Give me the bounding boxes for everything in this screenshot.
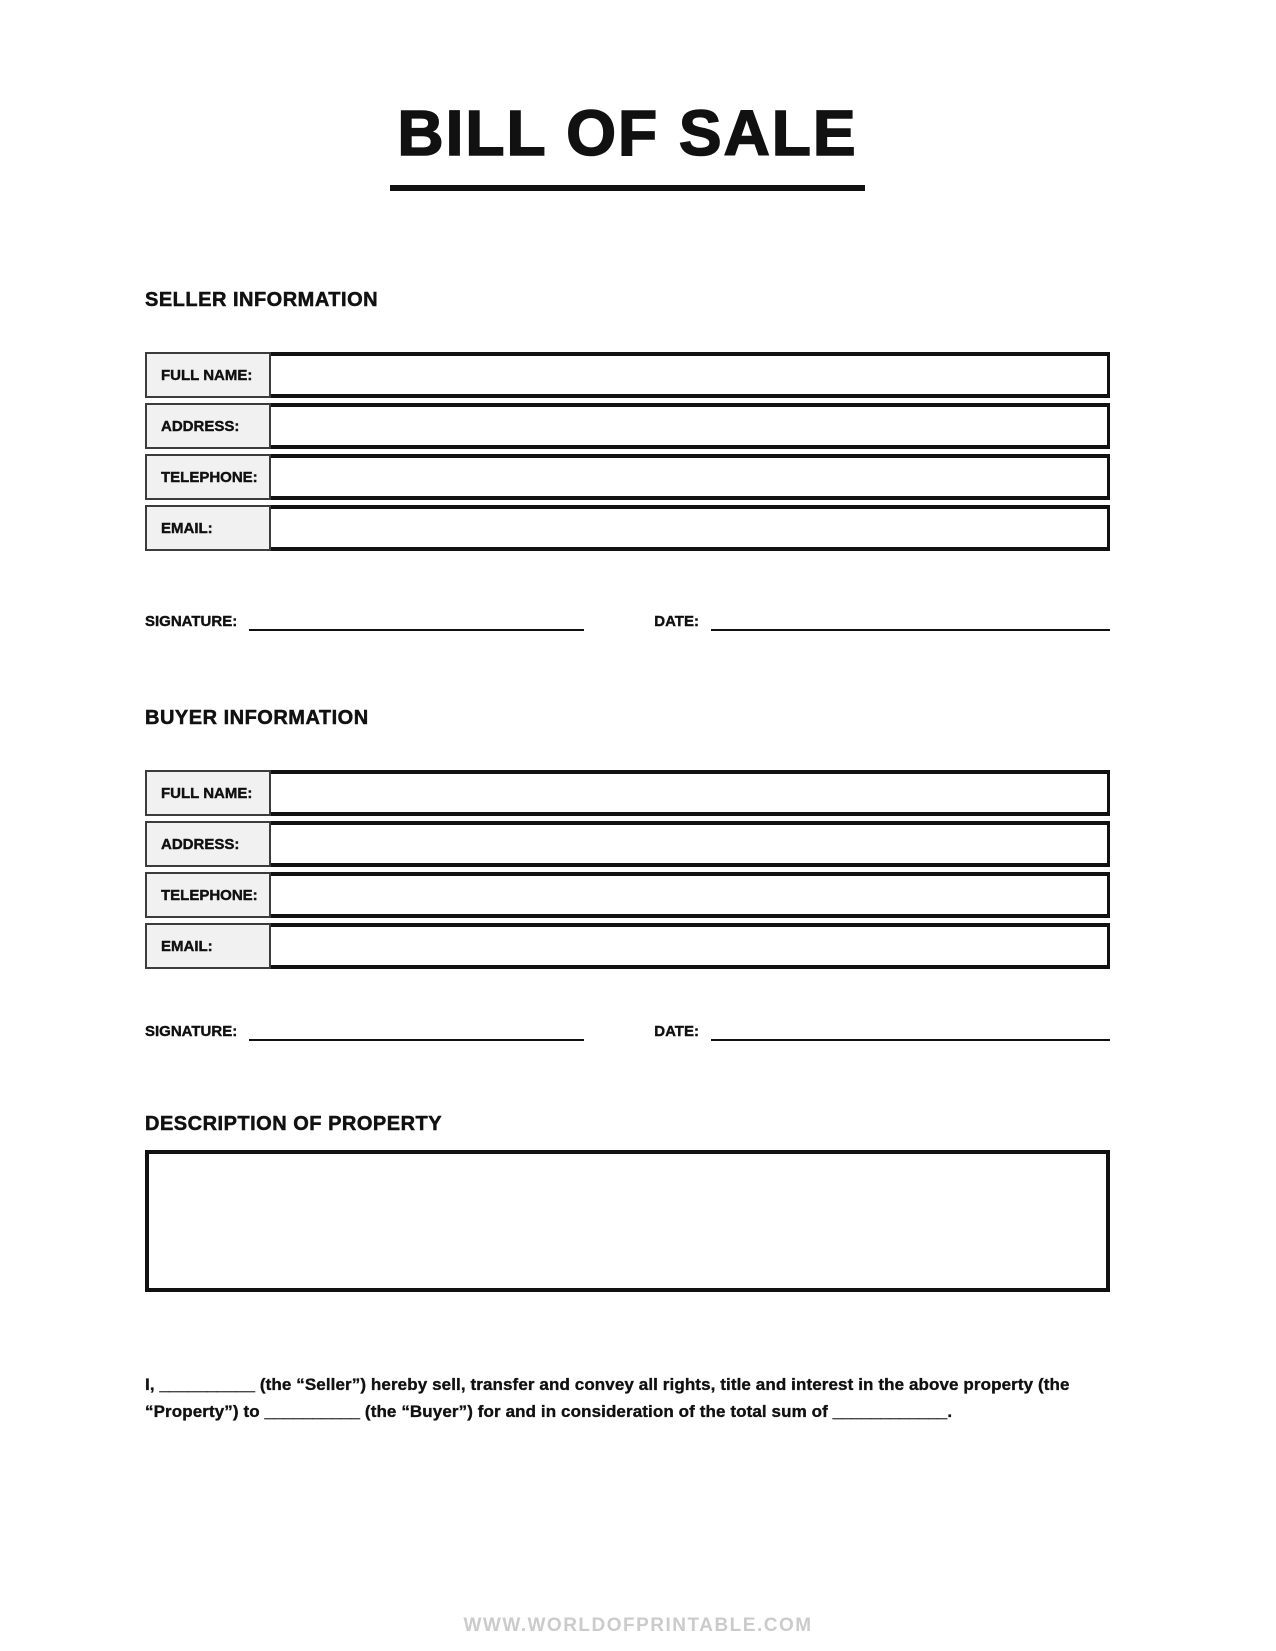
footer-url: WWW.WORLDOFPRINTABLE.COM — [463, 1615, 813, 1636]
seller-email-cell[interactable] — [271, 505, 1110, 551]
table-row — [145, 770, 1110, 816]
buyer-address-input[interactable] — [271, 825, 1107, 863]
seller-email-input[interactable] — [271, 509, 1107, 547]
buyer-info-table — [145, 770, 1110, 969]
table-row — [145, 872, 1110, 918]
property-section-heading: DESCRIPTION OF PROPERTY — [145, 1113, 443, 1136]
table-row — [145, 352, 1110, 398]
seller-telephone-input[interactable] — [271, 458, 1107, 496]
field-label-telephone: TELEPHONE: — [145, 454, 271, 500]
legal-text: I, __________ (the “Seller”) hereby sell, transfer and convey all rights, title and interest in the above property (the “Property”) to __________ (the “Buyer”) for and in consideration of the total sum of ____________. — [145, 1375, 1070, 1421]
seller-address-input[interactable] — [271, 407, 1107, 445]
property-description-input[interactable] — [149, 1154, 1106, 1288]
buyer-email-cell[interactable] — [271, 923, 1110, 969]
seller-address-cell[interactable] — [271, 403, 1110, 449]
field-label-full-name: FULL NAME: — [145, 352, 271, 398]
seller-date-line[interactable] — [711, 609, 1110, 631]
field-label-email: EMAIL: — [145, 923, 271, 969]
seller-signature-label: SIGNATURE: — [145, 613, 238, 631]
seller-date-label: DATE: — [654, 613, 699, 631]
buyer-full-name-cell[interactable] — [271, 770, 1110, 816]
buyer-full-name-input[interactable] — [271, 774, 1107, 812]
buyer-telephone-cell[interactable] — [271, 872, 1110, 918]
field-label-email: EMAIL: — [145, 505, 271, 551]
field-label-address: ADDRESS: — [145, 821, 271, 867]
seller-signature-row — [145, 609, 1110, 631]
field-label-address: ADDRESS: — [145, 403, 271, 449]
seller-section-heading: SELLER INFORMATION — [145, 289, 379, 312]
table-row — [145, 505, 1110, 551]
buyer-signature-label: SIGNATURE: — [145, 1023, 238, 1041]
page-title: BILL OF SALE — [397, 97, 858, 169]
buyer-section — [145, 707, 1110, 1041]
field-label-telephone: TELEPHONE: — [145, 872, 271, 918]
buyer-section-heading: BUYER INFORMATION — [145, 707, 369, 730]
title-underline — [390, 185, 865, 191]
seller-section — [145, 289, 1110, 631]
buyer-address-cell[interactable] — [271, 821, 1110, 867]
table-row — [145, 923, 1110, 969]
buyer-telephone-input[interactable] — [271, 876, 1107, 914]
seller-full-name-input[interactable] — [271, 356, 1107, 394]
seller-full-name-cell[interactable] — [271, 352, 1110, 398]
table-row — [145, 454, 1110, 500]
property-section — [145, 1113, 1110, 1292]
buyer-signature-row — [145, 1019, 1110, 1041]
buyer-date-line[interactable] — [711, 1019, 1110, 1041]
field-label-full-name: FULL NAME: — [145, 770, 271, 816]
property-description-box[interactable] — [145, 1150, 1110, 1292]
seller-signature-line[interactable] — [249, 609, 584, 631]
table-row — [145, 821, 1110, 867]
seller-info-table — [145, 352, 1110, 551]
seller-telephone-cell[interactable] — [271, 454, 1110, 500]
table-row — [145, 403, 1110, 449]
buyer-date-label: DATE: — [654, 1023, 699, 1041]
buyer-email-input[interactable] — [271, 927, 1107, 965]
buyer-signature-line[interactable] — [249, 1019, 584, 1041]
title-block — [145, 97, 1110, 191]
